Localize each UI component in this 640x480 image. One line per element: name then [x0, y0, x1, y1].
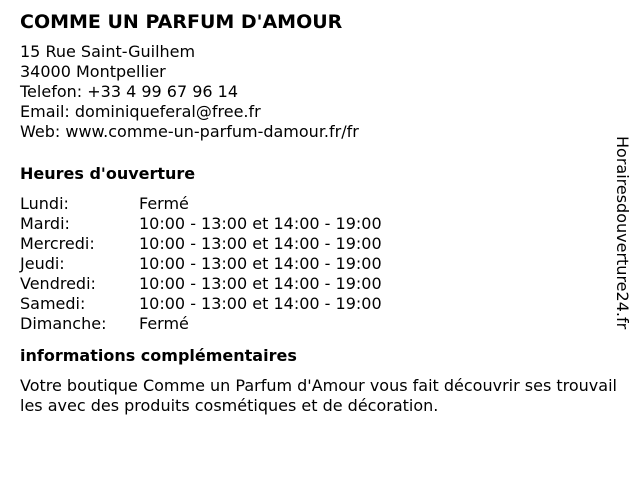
- day-label: Mardi:: [20, 214, 70, 233]
- business-name: COMME UN PARFUM D'AMOUR: [20, 11, 343, 33]
- day-label: Vendredi:: [20, 274, 96, 293]
- time-value: 10:00 - 13:00 et 14:00 - 19:00: [139, 274, 382, 293]
- city-address: 34000 Montpellier: [20, 62, 166, 81]
- additional-info-heading: informations complémentaires: [20, 346, 297, 365]
- hours-row: [20, 214, 610, 234]
- time-value: Fermé: [139, 194, 189, 213]
- street-address: 15 Rue Saint-Guilhem: [20, 42, 196, 61]
- business-card: [20, 10, 617, 416]
- hours-row: [20, 194, 610, 214]
- time-value: 10:00 - 13:00 et 14:00 - 19:00: [139, 234, 382, 253]
- hours-row: [20, 314, 610, 334]
- time-value: Fermé: [139, 314, 189, 333]
- hours-row: [20, 234, 610, 254]
- phone-number: Telefon: +33 4 99 67 96 14: [20, 82, 239, 101]
- hours-row: [20, 274, 610, 294]
- time-value: 10:00 - 13:00 et 14:00 - 19:00: [139, 254, 382, 273]
- opening-hours-table: [20, 194, 610, 334]
- additional-info-text: Votre boutique Comme un Parfum d'Amour vous fait découvrir ses trouvailles avec des produits cosmétiques et de décoration.: [20, 376, 617, 415]
- day-label: Dimanche:: [20, 314, 107, 333]
- time-value: 10:00 - 13:00 et 14:00 - 19:00: [139, 214, 382, 233]
- time-value: 10:00 - 13:00 et 14:00 - 19:00: [139, 294, 382, 313]
- contact-block: [20, 42, 610, 142]
- hours-row: [20, 254, 610, 274]
- watermark-site-name: Horairesdouverture24.fr: [613, 136, 632, 330]
- day-label: Lundi:: [20, 194, 69, 213]
- hours-row: [20, 294, 610, 314]
- day-label: Jeudi:: [20, 254, 65, 273]
- day-label: Mercredi:: [20, 234, 95, 253]
- website-url: Web: www.comme-un-parfum-damour.fr/fr: [20, 122, 359, 141]
- day-label: Samedi:: [20, 294, 86, 313]
- email-address: Email: dominiqueferal@free.fr: [20, 102, 261, 121]
- opening-hours-heading: Heures d'ouverture: [20, 164, 196, 183]
